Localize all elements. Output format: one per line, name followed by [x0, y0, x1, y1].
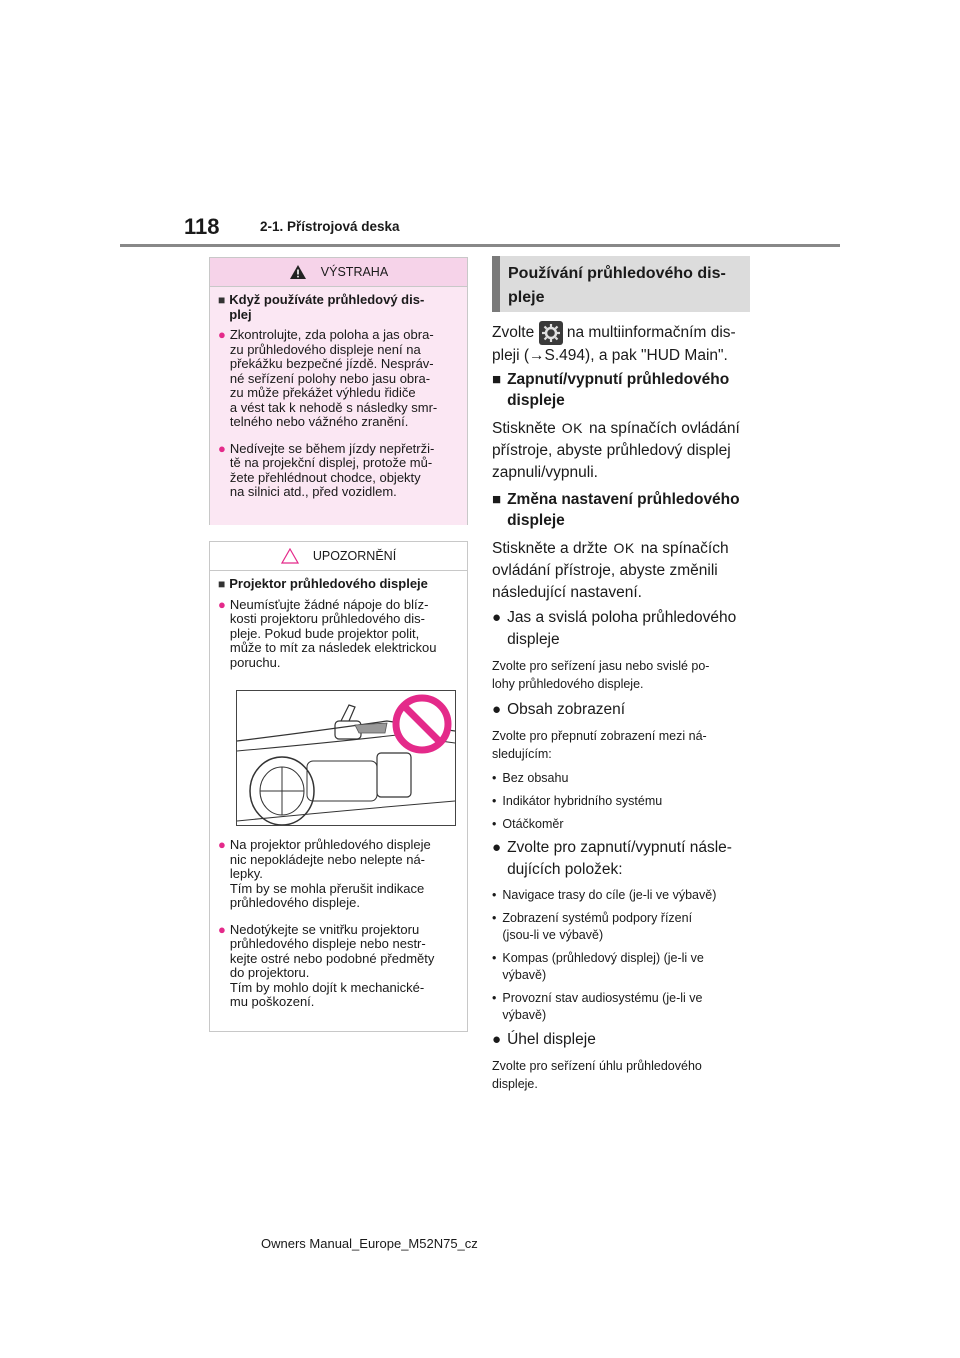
option-item: ● Obsah zobrazení	[492, 699, 754, 721]
caution-header	[210, 542, 467, 571]
warning-label: VÝSTRAHA	[320, 265, 389, 279]
option-description: Zvolte pro seřízení úhlu průhledového displeje.	[492, 1059, 702, 1091]
caution-bullet: ● Nedotýkejte se vnitřku projektoru průhledového displeje nebo nestr- kejte ostré nebo podobné předměty do projektoru. Tím by mohlo dojít k mechanické- mu poškození.	[218, 921, 435, 1009]
warning-bullet: ● Zkontrolujte, zda poloha a jas obra- zu průhledového displeje není na překážku bezpečné jízdě. Nespráv- né seřízení polohy nebo jasu obra- zu může překážet výhledu řidiče a vést tak k nehodě s následky smr- telného nebo vážného zranění.	[218, 327, 438, 429]
option-description: Zvolte pro přepnutí zobrazení mezi ná- sledujícím:	[492, 729, 707, 761]
bullet-disc-icon: ●	[492, 701, 502, 718]
caution-bullet: ● Na projektor průhledového displeje nic nepokládejte nebo nelepte ná- lepky. Tím by se mohla přerušit indikace průhledového displeje.	[218, 837, 431, 910]
bullet-dot-icon: ●	[218, 596, 226, 612]
bullet-dot-icon: ●	[218, 921, 226, 937]
bullet-dot-icon: ●	[218, 440, 226, 456]
bullet-dot-icon: ●	[218, 327, 226, 342]
bullet-dot-icon: ●	[218, 837, 226, 852]
list-item: • Bez obsahu	[492, 771, 569, 785]
warning-body	[210, 287, 467, 525]
warning-triangle-icon	[289, 264, 307, 280]
subsection-heading: ■ Zapnutí/vypnutí průhledového displeje	[492, 371, 730, 409]
square-bullet-icon: ■	[218, 577, 226, 591]
subsection-heading: ■ Změna nastavení průhledového displeje	[492, 491, 740, 529]
option-item: ● Jas a svislá poloha průhledového displeje	[492, 607, 754, 651]
option-description: Zvolte pro seřízení jasu nebo svislé po- lohy průhledového displeje.	[492, 659, 710, 691]
option-item: ● Zvolte pro zapnutí/vypnutí násle- dujících položek:	[492, 837, 754, 881]
square-bullet-icon: ■	[492, 491, 502, 508]
square-bullet-icon: ■	[492, 371, 502, 388]
page-number: 118	[184, 214, 220, 239]
footer: Owners Manual_Europe_M52N75_cz	[261, 1236, 478, 1251]
square-bullet-icon: ■	[218, 293, 226, 307]
paragraph: Stiskněte a držte OK na spínačích ovládání přístroje, abyste změnili následující nastavení.	[492, 540, 729, 601]
ok-button-glyph: OK	[561, 420, 583, 436]
warning-bullet: ● Nedívejte se během jízdy nepřetrži- tě na projekční displej, protože mů- žete přehlédnout chodce, objekty na silnici atd., před vozidlem.	[218, 440, 435, 499]
list-item: • Otáčkoměr	[492, 817, 564, 831]
caution-triangle-icon	[281, 548, 299, 564]
list-item: • Indikátor hybridního systému	[492, 794, 663, 808]
bullet-disc-icon: ●	[492, 839, 502, 856]
list-item: • Zobrazení systémů podpory řízení (jsou-li ve výbavě)	[492, 911, 693, 942]
warning-header	[210, 258, 467, 287]
settings-gear-icon	[539, 321, 563, 345]
list-item: • Kompas (průhledový displej) (je-li ve výbavě)	[492, 951, 704, 982]
paragraph: Stiskněte OK na spínačích ovládání přístroje, abyste průhledový displej zapnuli/vypnuli.	[492, 420, 740, 481]
ok-button-glyph: OK	[613, 540, 635, 556]
header-rule	[120, 244, 840, 247]
option-item: ● Úhel displeje	[492, 1029, 754, 1051]
warning-box	[209, 257, 468, 525]
caution-label: UPOZORNĚNÍ	[312, 549, 397, 563]
intro-paragraph: Zvolte na multiinformačním dis- pleji (→S.494), a pak "HUD Main".	[492, 321, 754, 367]
prohibited-icon	[391, 693, 453, 755]
list-item: • Navigace trasy do cíle (je-li ve výbavě)	[492, 888, 717, 902]
list-item: • Provozní stav audiosystému (je-li ve výbavě)	[492, 991, 703, 1022]
bullet-disc-icon: ●	[492, 609, 502, 626]
section-heading: Používání průhledového dis- pleje	[492, 256, 750, 312]
section-title: 2-1. Přístrojová deska	[260, 219, 400, 234]
caution-subheading: ■ Projektor průhledového displeje	[218, 576, 428, 591]
warning-subheading: ■ Když používáte průhledový dis- plej	[218, 292, 425, 322]
bullet-disc-icon: ●	[492, 1031, 502, 1048]
caution-bullet: ● Neumísťujte žádné nápoje do blíz- kosti projektoru průhledového dis- pleje. Pokud bude projektor polit, může to mít za následek elektrickou poruchu.	[218, 596, 437, 670]
